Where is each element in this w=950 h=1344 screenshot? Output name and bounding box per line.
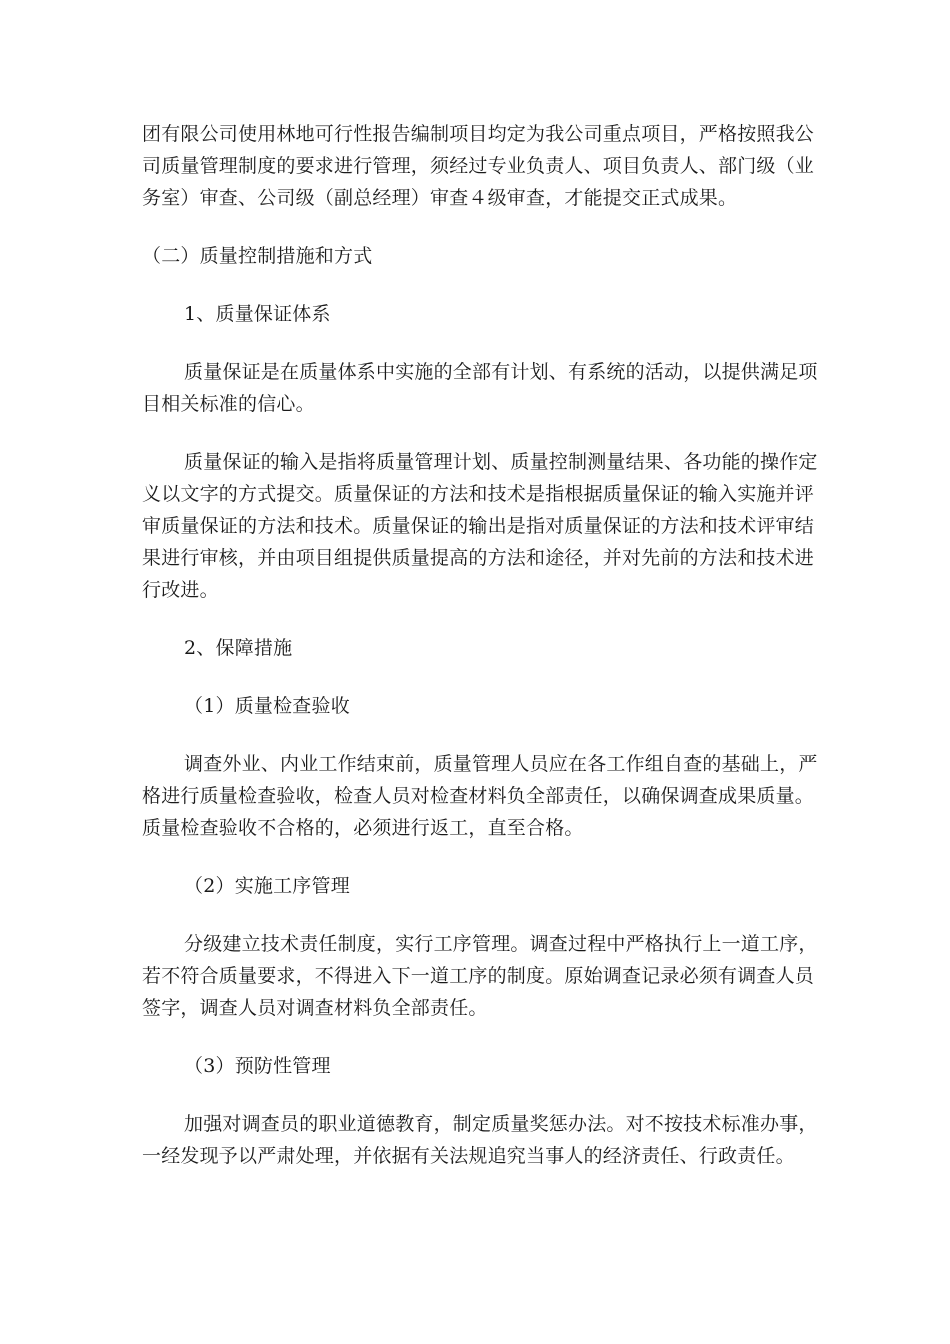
document-body [142,118,820,1172]
item-3-paragraph: 加强对调查员的职业道德教育，制定质量奖惩办法。对不按技术标准办事，一经发现予以严肃处理，并依据有关法规追究当事人的经济责任、行政责任。 [142,1113,818,1167]
section-heading: （二）质量控制措施和方式 [142,245,373,267]
subsection-2-heading: 2、保障措施 [184,637,293,659]
item-1-heading: （1）质量检查验收 [184,695,350,717]
item-3-heading: （3）预防性管理 [184,1055,331,1077]
subsection-1-heading: 1、质量保证体系 [184,303,331,325]
subsection-1-paragraph-2: 质量保证的输入是指将质量管理计划、质量控制测量结果、各功能的操作定义以文字的方式提交。质量保证的方法和技术是指根据质量保证的输入实施并评审质量保证的方法和技术。质量保证的输出是指对质量保证的方法和技术评审结果进行审核，并由项目组提供质量提高的方法和途径，并对先前的方法和技术进行改进。 [142,451,818,601]
item-2-heading: （2）实施工序管理 [184,875,350,897]
item-1-paragraph: 调查外业、内业工作结束前，质量管理人员应在各工作组自查的基础上，严格进行质量检查验收，检查人员对检查材料负全部责任，以确保调查成果质量。质量检查验收不合格的，必须进行返工，直至合格。 [142,753,818,839]
subsection-1-paragraph-1: 质量保证是在质量体系中实施的全部有计划、有系统的活动，以提供满足项目相关标准的信心。 [142,361,818,415]
item-2-paragraph: 分级建立技术责任制度，实行工序管理。调查过程中严格执行上一道工序，若不符合质量要求，不得进入下一道工序的制度。原始调查记录必须有调查人员签字，调查人员对调查材料负全部责任。 [142,933,818,1019]
intro-paragraph: 团有限公司使用林地可行性报告编制项目均定为我公司重点项目，严格按照我公司质量管理制度的要求进行管理，须经过专业负责人、项目负责人、部门级（业务室）审查、公司级（副总经理）审查４级审查，才能提交正式成果。 [142,123,815,209]
